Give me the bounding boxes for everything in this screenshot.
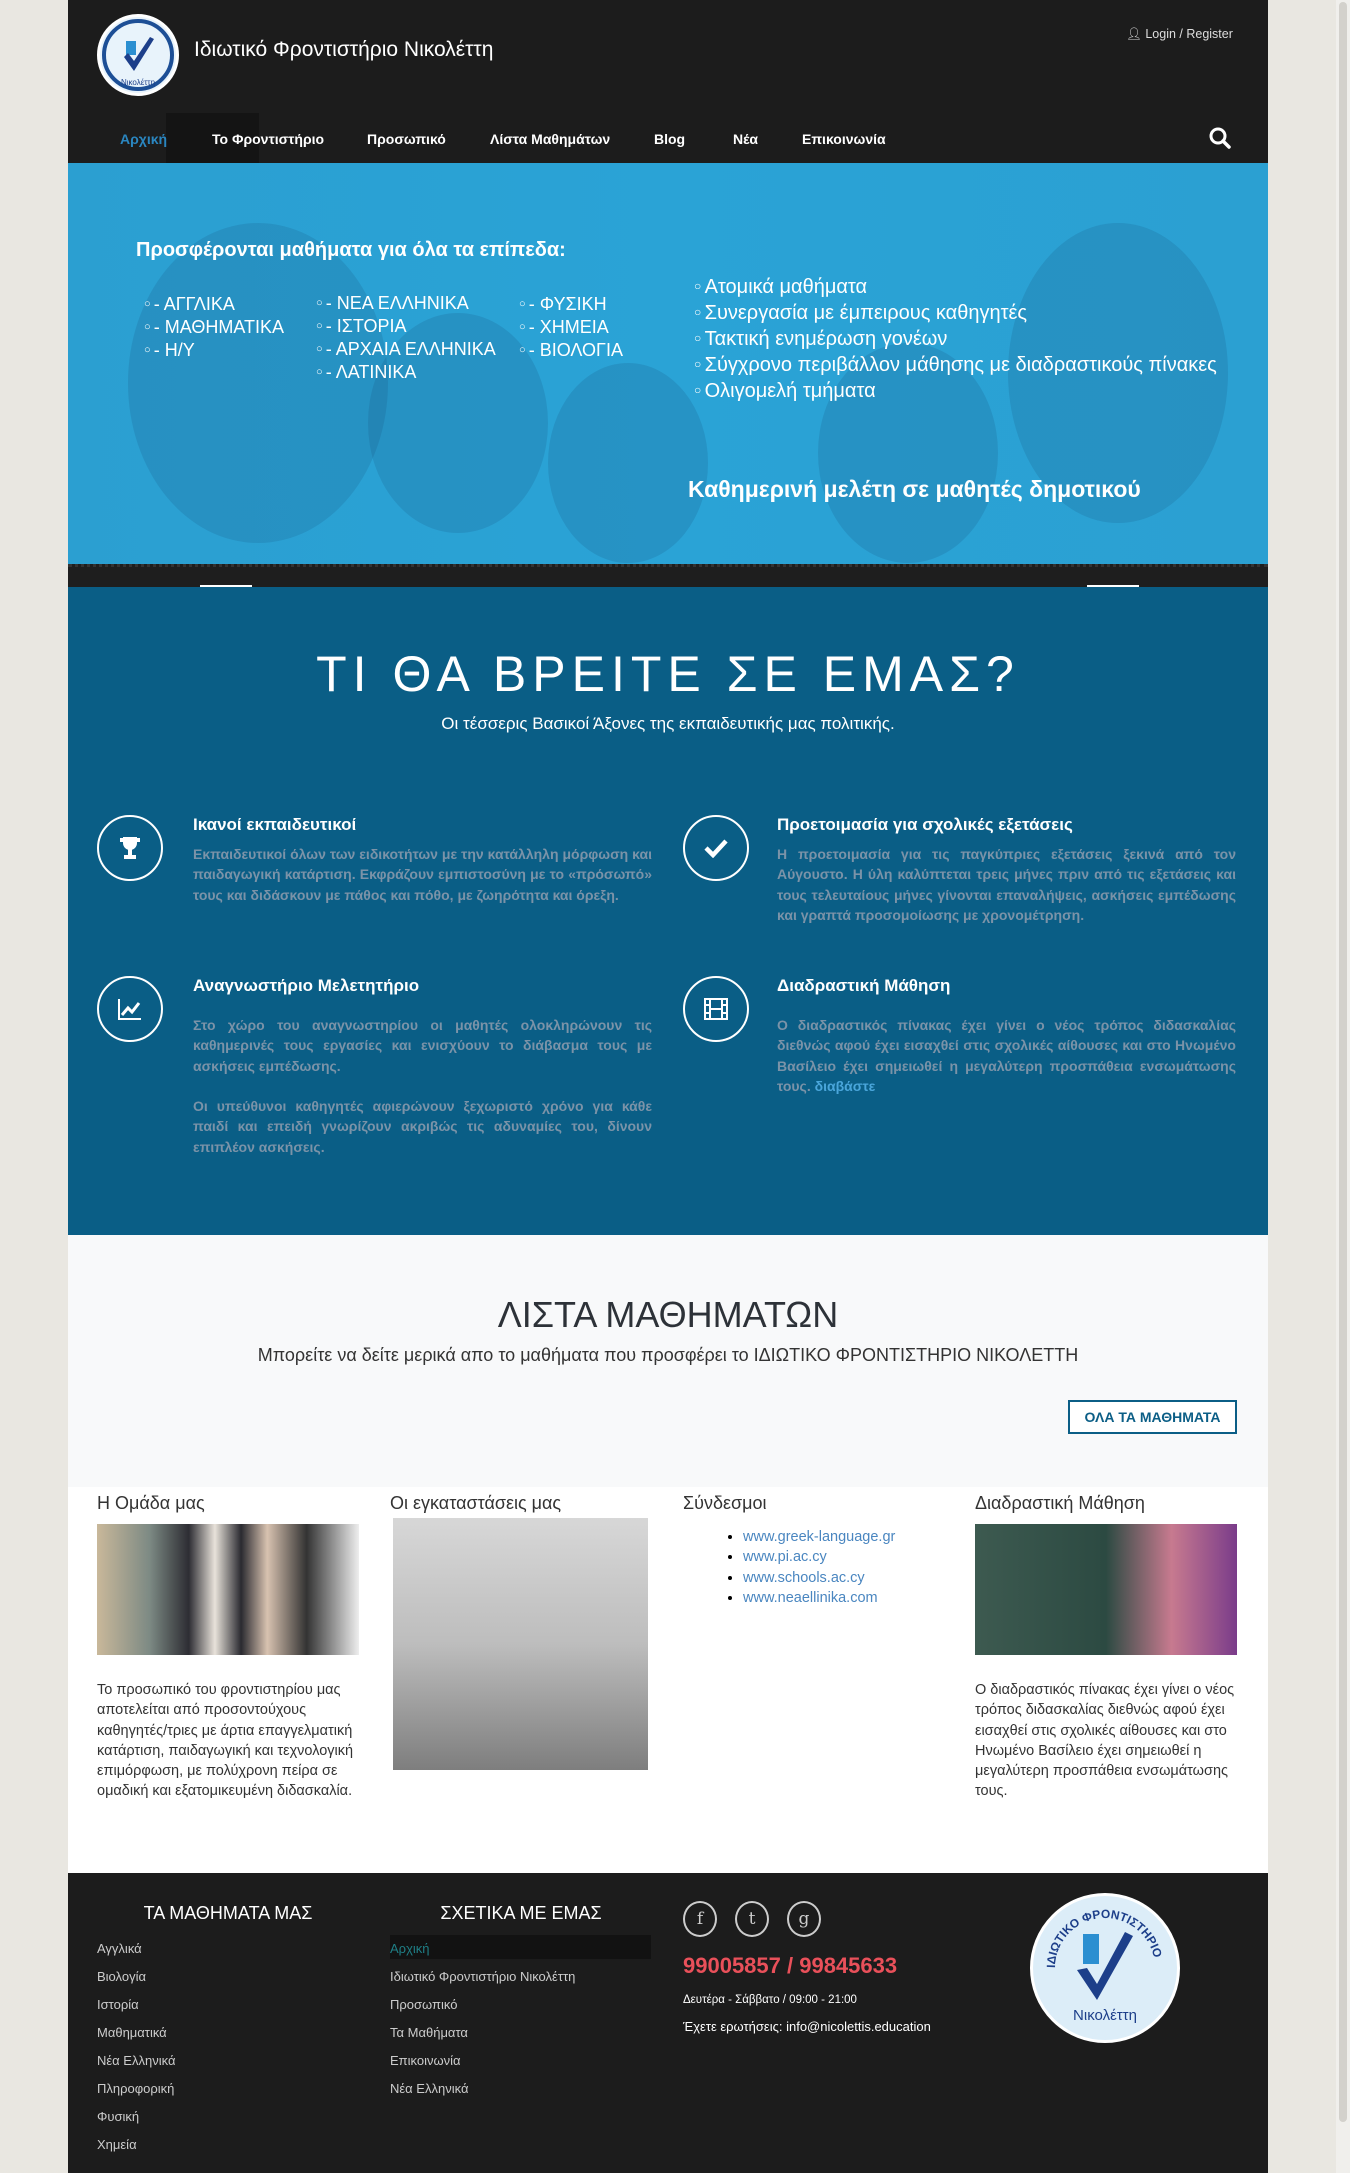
facilities-photo: [393, 1518, 648, 1770]
hero-feature: ○ Ολιγομελή τμήματα: [694, 380, 876, 403]
links-list: [725, 1527, 895, 1608]
site-header: [68, 0, 1268, 163]
film-icon: [683, 976, 749, 1042]
scrollbar-thumb[interactable]: [1339, 2, 1347, 2122]
hero-heading: Προσφέρονται μαθήματα για όλα τα επίπεδα:: [136, 239, 566, 261]
link[interactable]: www.pi.ac.cy: [743, 1549, 827, 1566]
site-logo[interactable]: [97, 14, 179, 96]
site-title[interactable]: Ιδιωτικό Φροντιστήριο Νικολέττη: [194, 38, 494, 61]
footer-course-link[interactable]: Νέα Ελληνικά: [97, 2053, 176, 2068]
courses-title: ΛΙΣΤΑ ΜΑΘΗΜΑΤΩΝ: [497, 1294, 839, 1335]
links-title: Σύνδεσμοι: [683, 1493, 767, 1513]
feature-title: Προετοιμασία για σχολικές εξετάσεις: [777, 815, 1073, 834]
footer-about-title: ΣΧΕΤΙΚΑ ΜΕ ΕΜΑΣ: [440, 1903, 602, 1923]
footer-courses-title: ΤΑ ΜΑΘΗΜΑΤΑ ΜΑΣ: [143, 1903, 313, 1923]
courses-subtitle: Μπορείτε να δείτε μερικά απο το μαθήματα που προσφέρει το ΙΔΙΩΤΙΚΟ ΦΡΟΝΤΙΣΤΗΡΙΟ ΝΙΚΟΛΕΤΤΗ: [257, 1345, 1079, 1365]
hero-feature: ○ Σύγχρονο περιβάλλον μάθησης με διαδραστικούς πίνακες: [694, 354, 1217, 377]
interactive-title: Διαδραστική Μάθηση: [975, 1493, 1145, 1513]
all-courses-button[interactable]: ΟΛΑ ΤΑ ΜΑΘΗΜΑΤΑ: [1068, 1400, 1237, 1434]
hero-bottom-band: [68, 564, 1268, 587]
footer-course-link[interactable]: Ιστορία: [97, 1997, 139, 2012]
svg-text:Νικολέττη: Νικολέττη: [120, 78, 156, 87]
feature-title: Διαδραστική Μάθηση: [777, 976, 951, 995]
footer-about-link[interactable]: Ιδιωτικό Φροντιστήριο Νικολέττη: [390, 1969, 576, 1984]
contact-email: Έχετε ερωτήσεις: info@nicolettis.education: [683, 2019, 931, 2034]
feature-title: Αναγνωστήριο Μελετητήριο: [193, 976, 420, 995]
phone-number: 99005857 / 99845633: [683, 1953, 898, 1978]
nav-item-home[interactable]: Αρχική: [120, 131, 168, 147]
link[interactable]: www.neaellinika.com: [743, 1589, 878, 1606]
subject-item: ○ - ΛΑΤΙΝΙΚΑ: [316, 362, 416, 383]
list-item: [743, 1547, 895, 1567]
link[interactable]: www.schools.ac.cy: [743, 1569, 865, 1586]
subject-item: ○ - ΜΑΘΗΜΑΤΙΚΑ: [144, 317, 284, 338]
check-icon: [683, 815, 749, 881]
footer-logo: [1030, 1893, 1180, 2043]
footer-about-link[interactable]: Νέα Ελληνικά: [390, 2081, 469, 2096]
trophy-icon: [97, 815, 163, 881]
hero-tagline: Καθημερινή μελέτη σε μαθητές δημοτικού: [688, 476, 1141, 502]
feature-title: Ικανοί εκπαιδευτικοί: [193, 815, 357, 834]
google-icon[interactable]: g: [787, 1901, 821, 1937]
subject-item: ○ - ΝΕΑ ΕΛΛΗΝΙΚΑ: [316, 293, 469, 314]
nav-item-blog[interactable]: Blog: [654, 131, 686, 147]
subject-item: ○ - ΑΡΧΑΙΑ ΕΛΛΗΝΙΚΑ: [316, 339, 496, 360]
chart-line-icon: [97, 976, 163, 1042]
subject-item: ○ - ΒΙΟΛΟΓΙΑ: [519, 340, 623, 361]
interactive-text: Ο διαδραστικός πίνακας έχει γίνει ο νέος τρόπος διδασκαλίας διεθνώς αφού έχει εισαχθεί στις σχολικές αίθουσες και στο Ηνωμένο Βασίλειο έχει σημειωθεί η μεγαλύτερη προσπάθεια ενσωμάτωσης τους.: [975, 1682, 1235, 1800]
feature-body: Στο χώρο του αναγνωστηρίου οι μαθητές ολοκληρώνουν τις καθημερινές τους εργασίες και ενισχύουν το διάβασμα τους με ασκήσεις εμπέδωσης.: [193, 1017, 652, 1074]
hero-slider: [68, 163, 1268, 587]
team-text: Το προσωπικό του φροντιστηρίου μας αποτελείται από προσοντούχους καθηγητές/τριες με άρτια επαγγελματική κατάρτιση, παιδαγωγική και τεχνολογική επιμόρφωση, με πολύχρονη πείρα σε ομαδική και εξατομικευμένη διδασκαλία.: [97, 1682, 354, 1800]
read-more-link[interactable]: διαβάστε: [814, 1077, 876, 1094]
feature-body: Η προετοιμασία για τις παγκύπριες εξετάσεις ξεκινά από τον Αύγουστο. Η ύλη καλύπτεται τρεις μήνες πριν από τις εξετάσεις και τους τελευταίους μήνες γίνονται επαναλήψεις, ασκήσεις εμπέδωσης και γραπτά προσομοίωσης με χρονομέτρηση.: [777, 846, 1236, 923]
team-title: Η Ομάδα μας: [97, 1493, 205, 1513]
link[interactable]: www.greek-language.gr: [743, 1529, 896, 1545]
footer-course-link[interactable]: Βιολογία: [97, 1969, 146, 1984]
feature-body-2: Οι υπεύθυνοι καθηγητές αφιερώνουν ξεχωριστό χρόνο για κάθε παιδί και επειδή γνωρίζουν ακριβώς τις αδυναμίες του, δίνουν επιπλέον ασκήσεις.: [193, 1098, 652, 1155]
nav-item-staff[interactable]: Προσωπικό: [367, 131, 446, 147]
svg-text:ΙΔΙΩΤΙΚΟ ΦΡΟΝΤΙΣΤΗΡΙΟ: ΙΔΙΩΤΙΚΟ ΦΡΟΝΤΙΣΤΗΡΙΟ: [1043, 1906, 1165, 1969]
features-title: ΤΙ ΘΑ ΒΡΕΙΤΕ ΣΕ ΕΜΑΣ?: [316, 646, 1020, 702]
nav-item-courses[interactable]: Λίστα Μαθημάτων: [490, 131, 611, 147]
courses-section: [68, 1235, 1268, 1487]
login-register-link[interactable]: 👤︎ Login / Register: [1126, 27, 1233, 41]
subject-item: ○ - ΦΥΣΙΚΗ: [519, 294, 607, 315]
footer-about-link[interactable]: Τα Μαθήματα: [390, 2025, 468, 2040]
feature-body: Ο διαδραστικός πίνακας έχει γίνει ο νέος τρόπος διδασκαλίας διεθνώς αφού έχει εισαχθεί στις σχολικές αίθουσες και στο Ηνωμένο Βασίλειο έχει σημειωθεί η μεγαλύτερη προσπάθεια ενσωμάτωσης τους. διαβάστε: [777, 1017, 1236, 1094]
footer-course-link[interactable]: Αγγλικά: [97, 1941, 142, 1956]
search-icon[interactable]: [1208, 126, 1232, 150]
footer-about-link[interactable]: Προσωπικό: [390, 1997, 458, 2012]
scrollbar[interactable]: [1336, 0, 1350, 2173]
hero-feature: ○ Τακτική ενημέρωση γονέων: [694, 328, 947, 351]
info-columns: [68, 1487, 1268, 1873]
interactive-photo: [975, 1524, 1237, 1655]
list-item: [743, 1568, 895, 1588]
list-item: [743, 1588, 895, 1608]
nav-item-about[interactable]: Το Φροντιστήριο: [212, 131, 325, 147]
facilities-title: Οι εγκαταστάσεις μας: [390, 1493, 562, 1513]
subject-item: ○ - ΧΗΜΕΙΑ: [519, 317, 609, 338]
hero-feature: ○ Συνεργασία με έμπειρους καθηγητές: [694, 302, 1027, 325]
facebook-icon[interactable]: f: [683, 1901, 717, 1937]
list-item: [743, 1527, 895, 1547]
email-link[interactable]: info@nicolettis.education: [786, 2019, 931, 2034]
footer-about-link[interactable]: Αρχική: [390, 1941, 430, 1956]
nav-item-news[interactable]: Νέα: [733, 131, 759, 147]
opening-hours: Δευτέρα - Σάββατο / 09:00 - 21:00: [683, 1994, 857, 2006]
team-photo: [97, 1524, 359, 1655]
hero-feature: ○ Ατομικά μαθήματα: [694, 276, 867, 299]
subject-item: ○ - ΑΓΓΛΙΚΑ: [144, 294, 235, 315]
site-footer: [68, 1873, 1268, 2173]
features-subtitle: Οι τέσσερις Βασικοί Άξονες της εκπαιδευτικής μας πολιτικής.: [441, 714, 895, 733]
feature-body: Εκπαιδευτικοί όλων των ειδικοτήτων με την κατάλληλη μόρφωση και παιδαγωγική κατάρτιση. Εκφράζουν εμπιστοσύνη με το «πρόσωπό» τους και διδάσκουν με πάθος και πόθο, με ζωηρότητα και όρεξη.: [193, 846, 652, 903]
nav-item-contact[interactable]: Επικοινωνία: [802, 131, 886, 147]
footer-course-link[interactable]: Μαθηματικά: [97, 2025, 167, 2040]
twitter-icon[interactable]: t: [735, 1901, 769, 1937]
footer-course-link[interactable]: Χημεία: [97, 2137, 137, 2152]
subject-item: ○ - Η/Υ: [144, 340, 195, 361]
subject-item: ○ - ΙΣΤΟΡΙΑ: [316, 316, 407, 337]
user-icon: 👤︎: [1126, 27, 1146, 41]
footer-course-link[interactable]: Φυσική: [97, 2109, 140, 2124]
footer-about-link[interactable]: Επικοινωνία: [390, 2053, 461, 2068]
features-section: [68, 587, 1268, 1235]
svg-text:Νικολέττη: Νικολέττη: [1073, 2007, 1137, 2024]
footer-course-link[interactable]: Πληροφορική: [97, 2081, 175, 2096]
